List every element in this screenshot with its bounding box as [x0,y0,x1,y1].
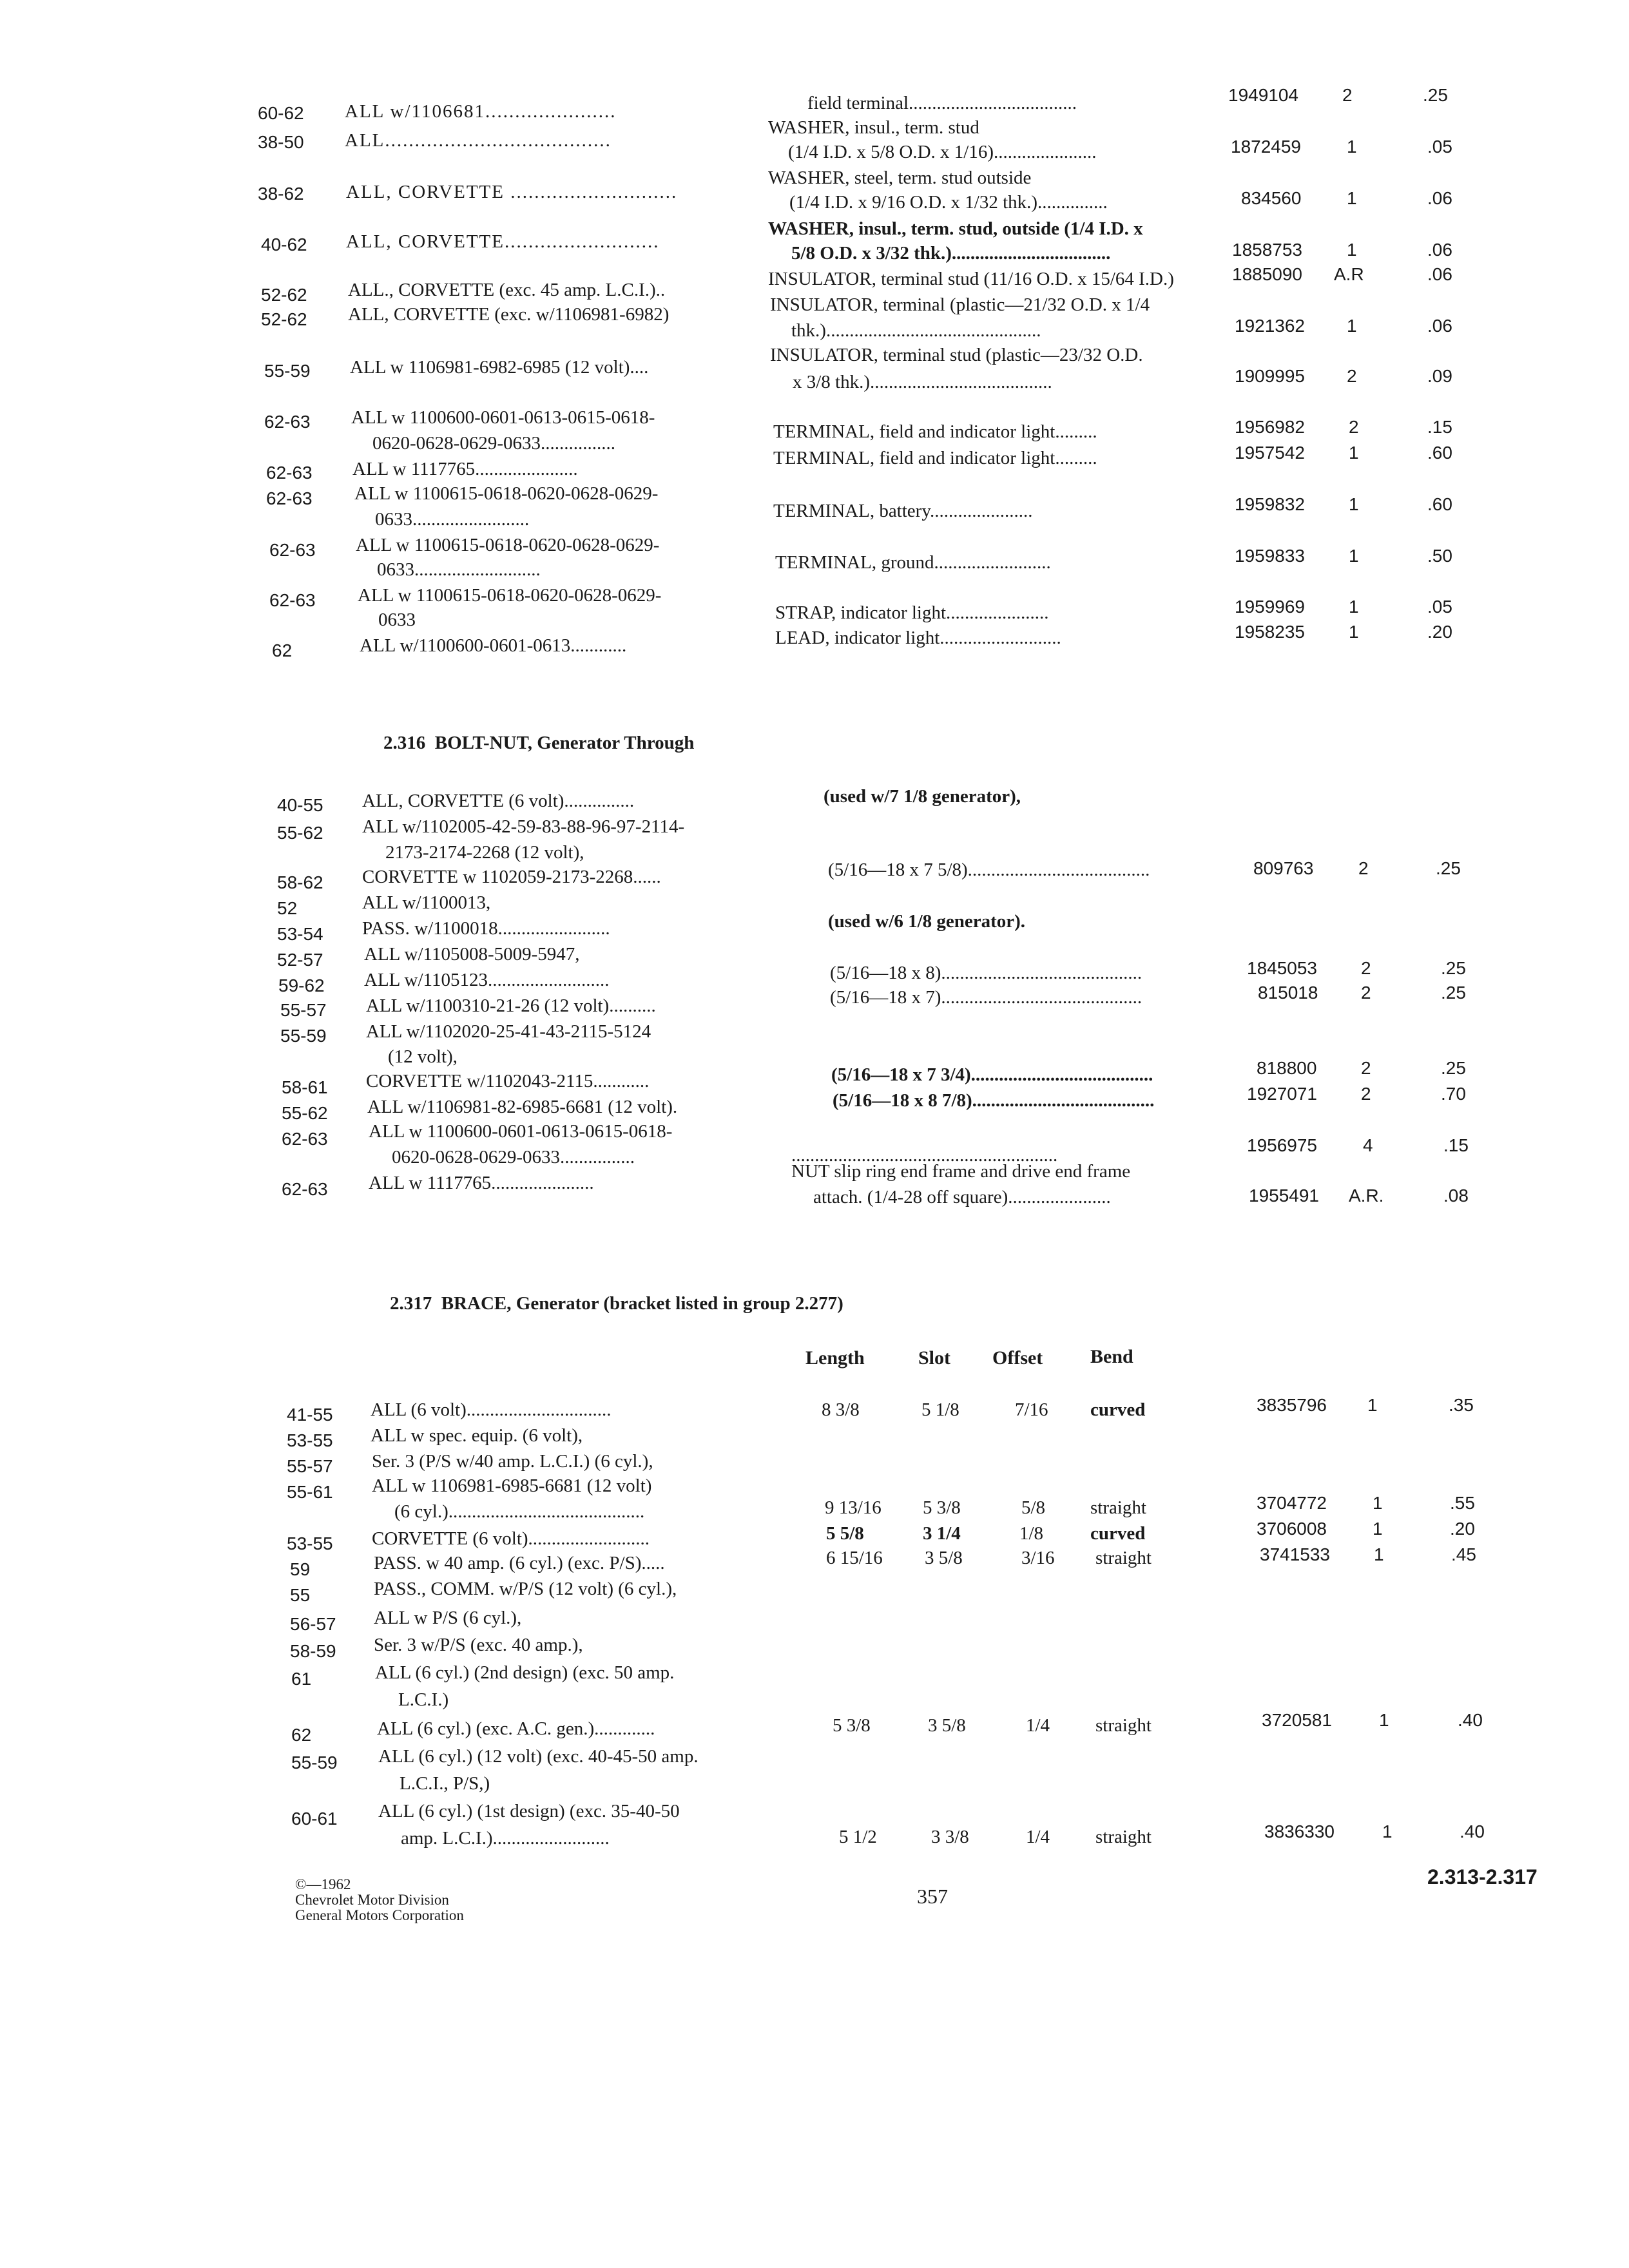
offset-value: 1/4 [1026,1827,1050,1847]
application-cell: 0620-0628-0629-0633................ [392,1147,635,1168]
application-cell: ALL (6 cyl.) (12 volt) (exc. 40-45-50 amp. [378,1746,699,1767]
part-number: 3835796 [1257,1395,1327,1415]
part-number: 1959969 [1235,597,1306,617]
description-cell: (1/4 I.D. x 9/16 O.D. x 1/32 thk.)............... [789,192,1108,213]
part-number: 1872459 [1231,137,1302,157]
year-cell: 52-57 [277,950,323,970]
quantity: 1 [1349,546,1359,566]
price: .05 [1427,137,1452,157]
application-cell: ALL, CORVETTE (6 volt)............... [362,791,635,811]
application-cell: Ser. 3 (P/S w/40 amp. L.C.I.) (6 cyl.), [372,1451,653,1472]
year-cell: 55-62 [282,1103,328,1123]
application-cell: ALL w 1106981-6982-6985 (12 volt).... [350,357,649,378]
description-cell: TERMINAL, field and indicator light......... [773,448,1097,468]
year-cell: 62-63 [264,412,311,432]
part-number: 1958235 [1235,622,1306,642]
quantity: 1 [1347,316,1357,336]
year-cell: 55 [290,1585,311,1605]
year-cell: 38-50 [258,132,304,152]
price: .06 [1427,188,1452,208]
description-cell: thk.).............................................. [791,320,1041,341]
description-cell: WASHER, insul., term. stud, outside (1/4 I.D. x [768,218,1143,239]
quantity: 2 [1361,1084,1371,1104]
description-cell: 5/8 O.D. x 3/32 thk.).................................. [791,243,1111,264]
year-cell: 53-55 [287,1533,333,1553]
quantity: 1 [1374,1544,1384,1564]
application-cell: 0633......................... [375,509,530,530]
description-cell: NUT slip ring end frame and drive end frame [791,1161,1131,1182]
part-number: 1921362 [1235,316,1306,336]
application-cell: ALL w/1100600-0601-0613............ [360,635,627,656]
application-cell: L.C.I., P/S,) [400,1773,490,1794]
part-number: 1956982 [1235,417,1306,437]
year-cell: 62-63 [269,540,316,560]
quantity: 2 [1347,366,1357,386]
year-cell: 61 [291,1669,312,1689]
bend-value: straight [1095,1827,1152,1847]
bend-value: straight [1090,1497,1146,1518]
description-cell: (5/16—18 x 7 5/8)....................................... [828,860,1150,880]
price: .09 [1427,366,1452,386]
application-cell: PASS., COMM. w/P/S (12 volt) (6 cyl.), [374,1579,677,1599]
part-number: 1957542 [1235,443,1306,463]
application-cell: 2173-2174-2268 (12 volt), [385,842,584,863]
application-cell: ALL, CORVETTE.......................... [346,231,660,252]
offset-value: 1/4 [1026,1715,1050,1736]
price: .40 [1460,1821,1485,1841]
description-cell: (used w/7 1/8 generator), [824,786,1021,807]
price: .08 [1443,1186,1469,1206]
price: .70 [1441,1084,1466,1104]
price: .20 [1427,622,1452,642]
application-cell: ALL w/1106981-82-6985-6681 (12 volt). [367,1097,678,1117]
price: .15 [1427,417,1452,437]
application-cell: ALL...................................... [345,130,612,151]
price: .25 [1441,1058,1466,1078]
year-cell: 62 [272,640,293,660]
quantity: 2 [1361,958,1371,978]
price: .06 [1427,316,1452,336]
price: .40 [1458,1710,1483,1730]
part-number: 1927071 [1247,1084,1318,1104]
quantity: 1 [1382,1821,1393,1841]
description-cell: (5/16—18 x 8 7/8)....................................... [833,1090,1155,1111]
year-cell: 52-62 [261,285,307,305]
description-cell: LEAD, indicator light.......................... [775,628,1061,648]
application-cell: ALL (6 cyl.) (exc. A.C. gen.)............. [377,1718,655,1739]
quantity: 1 [1349,622,1359,642]
application-cell: 0620-0628-0629-0633................ [372,433,615,454]
slot-value: 3 3/8 [931,1827,969,1847]
year-cell: 58-59 [290,1641,336,1661]
slot-value: 5 3/8 [923,1497,961,1518]
section-title: BOLT-NUT, Generator Through [434,733,695,753]
year-cell: 55-61 [287,1482,333,1502]
year-cell: 38-62 [258,184,304,204]
part-number: 3836330 [1264,1821,1335,1841]
price: .55 [1450,1493,1475,1513]
description-cell: TERMINAL, field and indicator light......... [773,421,1097,442]
application-cell: ALL w/1102005-42-59-83-88-96-97-2114- [362,816,685,837]
price: .25 [1441,983,1466,1003]
year-cell: 62-63 [266,463,313,483]
year-cell: 55-57 [287,1456,333,1476]
year-cell: 62 [291,1725,312,1745]
part-number: 1909995 [1235,366,1306,386]
application-cell: 0633........................... [377,559,541,580]
slot-value: 3 5/8 [925,1548,963,1568]
quantity: 1 [1373,1493,1383,1513]
application-cell: PASS. w/1100018........................ [362,918,610,939]
year-cell: 62-63 [282,1179,328,1199]
year-cell: 53-54 [277,924,323,944]
offset-value: 3/16 [1021,1548,1055,1568]
year-cell: 41-55 [287,1405,333,1425]
copyright-notice: ©—1962 [295,1876,351,1892]
application-cell: ALL w/1106681...................... [345,101,617,122]
part-number: 1956975 [1247,1135,1318,1155]
year-cell: 56-57 [290,1614,336,1634]
part-number: 809763 [1253,858,1314,878]
price: .06 [1427,240,1452,260]
part-number: 3741533 [1260,1544,1331,1564]
bend-value: curved [1090,1523,1146,1544]
application-cell: Ser. 3 w/P/S (exc. 40 amp.), [374,1635,583,1655]
quantity: 1 [1349,597,1359,617]
bend-value: straight [1095,1715,1152,1736]
quantity: 1 [1347,240,1357,260]
application-cell: ALL w/1105008-5009-5947, [364,944,580,965]
section-title: BRACE, Generator (bracket listed in group 2.277) [441,1293,843,1314]
application-cell: CORVETTE (6 volt).......................... [372,1528,650,1549]
quantity: 1 [1373,1519,1383,1539]
application-cell: CORVETTE w/1102043-2115............ [366,1071,650,1091]
description-cell: (1/4 I.D. x 5/8 O.D. x 1/16)...................... [788,142,1097,162]
length-value: 5 5/8 [826,1523,864,1544]
year-cell: 60-62 [258,103,304,123]
description-cell: field terminal.................................... [807,93,1077,113]
application-cell: ALL w/1105123.......................... [364,970,610,990]
application-cell: ALL w 1100615-0618-0620-0628-0629- [356,535,660,555]
description-cell: INSULATOR, terminal (plastic—21/32 O.D. x 1/4 [770,294,1150,315]
price: .60 [1427,443,1452,463]
part-number: 1845053 [1247,958,1318,978]
quantity: 1 [1349,494,1359,514]
year-cell: 55-59 [291,1753,338,1773]
application-cell: 0633 [378,610,416,630]
year-cell: 55-57 [280,1000,327,1020]
description-cell: TERMINAL, battery...................... [773,501,1033,521]
application-cell: L.C.I.) [398,1689,449,1710]
application-cell: ALL w 1100600-0601-0613-0615-0618- [351,407,655,428]
column-header-offset: Offset [992,1347,1043,1369]
part-number: 3704772 [1257,1493,1327,1513]
section-number: 2.316 [383,733,426,753]
length-value: 5 1/2 [839,1827,877,1847]
quantity: 1 [1379,1710,1389,1730]
description-cell: INSULATOR, terminal stud (plastic—23/32 O.D. [770,345,1143,365]
application-cell: CORVETTE w 1102059-2173-2268...... [362,867,661,887]
length-value: 8 3/8 [822,1399,860,1420]
quantity: 2 [1361,983,1371,1003]
part-number: 1949104 [1228,85,1299,105]
application-cell: ALL., CORVETTE (exc. 45 amp. L.C.I.).. [348,280,666,300]
application-cell: ALL (6 volt)............................... [371,1399,612,1420]
quantity: 4 [1363,1135,1373,1155]
application-cell: ALL w/1100310-21-26 (12 volt).......... [366,995,656,1016]
application-cell: ALL w 1100615-0618-0620-0628-0629- [354,483,659,504]
application-cell: amp. L.C.I.)......................... [401,1828,610,1849]
application-cell: ALL (6 cyl.) (2nd design) (exc. 50 amp. [375,1662,675,1683]
application-cell: ALL w 1117765...................... [369,1173,594,1193]
part-number: 3706008 [1257,1519,1327,1539]
quantity: 2 [1342,85,1353,105]
year-cell: 59 [290,1559,311,1579]
corporation-name: General Motors Corporation [295,1907,464,1923]
application-cell: ALL w 1106981-6985-6681 (12 volt) [372,1475,652,1496]
application-cell: ALL w 1100615-0618-0620-0628-0629- [358,585,662,606]
part-number: 1959833 [1235,546,1306,566]
quantity: 1 [1349,443,1359,463]
year-cell: 58-62 [277,872,323,892]
year-cell: 40-62 [261,235,307,255]
application-cell: ALL w spec. equip. (6 volt), [371,1425,583,1446]
part-number: 818800 [1257,1058,1317,1078]
year-cell: 62-63 [269,590,316,610]
year-cell: 59-62 [278,975,325,995]
price: .05 [1427,597,1452,617]
description-cell: (used w/6 1/8 generator). [828,911,1026,932]
description-cell: (5/16—18 x 7 3/4)....................................... [831,1064,1153,1085]
application-cell: PASS. w 40 amp. (6 cyl.) (exc. P/S)..... [374,1553,665,1573]
quantity: 1 [1347,137,1357,157]
part-number: 1959832 [1235,494,1306,514]
year-cell: 62-63 [266,488,313,508]
quantity: 1 [1367,1395,1378,1415]
application-cell: ALL, CORVETTE ............................ [346,182,678,202]
year-cell: 62-63 [282,1129,328,1149]
length-value: 6 15/16 [826,1548,883,1568]
application-cell: ALL w/1100013, [362,892,491,913]
application-cell: (6 cyl.).......................................... [394,1501,645,1522]
application-cell: (12 volt), [388,1046,458,1067]
quantity: 1 [1347,188,1357,208]
price: .45 [1451,1544,1476,1564]
description-cell: WASHER, steel, term. stud outside [768,168,1032,188]
section-range: 2.313-2.317 [1427,1865,1537,1888]
price: .50 [1427,546,1452,566]
length-value: 9 13/16 [825,1497,882,1518]
price: .25 [1441,958,1466,978]
description-cell: TERMINAL, ground......................... [775,552,1051,573]
part-number: 834560 [1241,188,1302,208]
part-number: 1885090 [1232,264,1303,284]
year-cell: 52 [277,898,298,918]
description-cell: (5/16—18 x 7)........................................... [830,987,1142,1008]
year-cell: 52-62 [261,309,307,329]
application-cell: ALL w P/S (6 cyl.), [374,1608,522,1628]
column-header-bend: Bend [1090,1346,1133,1367]
application-cell: ALL w 1100600-0601-0613-0615-0618- [369,1121,673,1142]
part-number: 1858753 [1232,240,1303,260]
slot-value: 5 1/8 [921,1399,959,1420]
slot-value: 3 5/8 [928,1715,966,1736]
part-number: 3720581 [1262,1710,1333,1730]
section-heading-2316 [383,731,694,754]
price: .15 [1443,1135,1469,1155]
application-cell: ALL w/1102020-25-41-43-2115-5124 [366,1021,651,1042]
section-heading-2317 [390,1292,843,1315]
description-cell: attach. (1/4-28 off square)...................... [813,1187,1111,1207]
description-cell: (5/16—18 x 8)........................................... [830,963,1142,983]
description-cell: INSULATOR, terminal stud (11/16 O.D. x 15/64 I.D.) [768,269,1174,289]
price: .20 [1450,1519,1475,1539]
year-cell: 55-62 [277,823,323,843]
offset-value: 5/8 [1021,1497,1046,1518]
bend-value: straight [1095,1548,1152,1568]
offset-value: 1/8 [1019,1523,1044,1544]
application-cell: ALL (6 cyl.) (1st design) (exc. 35-40-50 [378,1801,680,1821]
bend-value: curved [1090,1399,1146,1420]
description-cell: STRAP, indicator light...................... [775,602,1049,623]
part-number: 1955491 [1249,1186,1320,1206]
price: .06 [1427,264,1452,284]
page-number: 357 [917,1885,948,1908]
quantity: 2 [1349,417,1359,437]
section-number: 2.317 [390,1293,432,1314]
year-cell: 53-55 [287,1430,333,1450]
column-header-slot: Slot [918,1347,951,1369]
year-cell: 58-61 [282,1077,328,1097]
price: .60 [1427,494,1452,514]
description-cell: WASHER, insul., term. stud [768,117,979,138]
quantity: A.R. [1349,1186,1384,1206]
offset-value: 7/16 [1015,1399,1048,1420]
quantity: 2 [1361,1058,1371,1078]
quantity: 2 [1358,858,1369,878]
year-cell: 55-59 [280,1026,327,1046]
year-cell: 55-59 [264,361,311,381]
application-cell: ALL w 1117765...................... [352,459,578,479]
quantity: A.R [1334,264,1364,284]
price: .25 [1436,858,1461,878]
application-cell: ALL, CORVETTE (exc. w/1106981-6982) [348,304,670,325]
year-cell: 40-55 [277,795,323,815]
length-value: 5 3/8 [833,1715,871,1736]
division-name: Chevrolet Motor Division [295,1892,449,1908]
year-cell: 60-61 [291,1809,338,1829]
price: .25 [1423,85,1448,105]
column-header-length: Length [805,1347,865,1369]
description-cell: x 3/8 thk.)....................................... [793,372,1052,392]
price: .35 [1449,1395,1474,1415]
part-number: 815018 [1258,983,1318,1003]
description-cell: ......................................................... [791,1145,1058,1166]
slot-value: 3 1/4 [923,1523,961,1544]
